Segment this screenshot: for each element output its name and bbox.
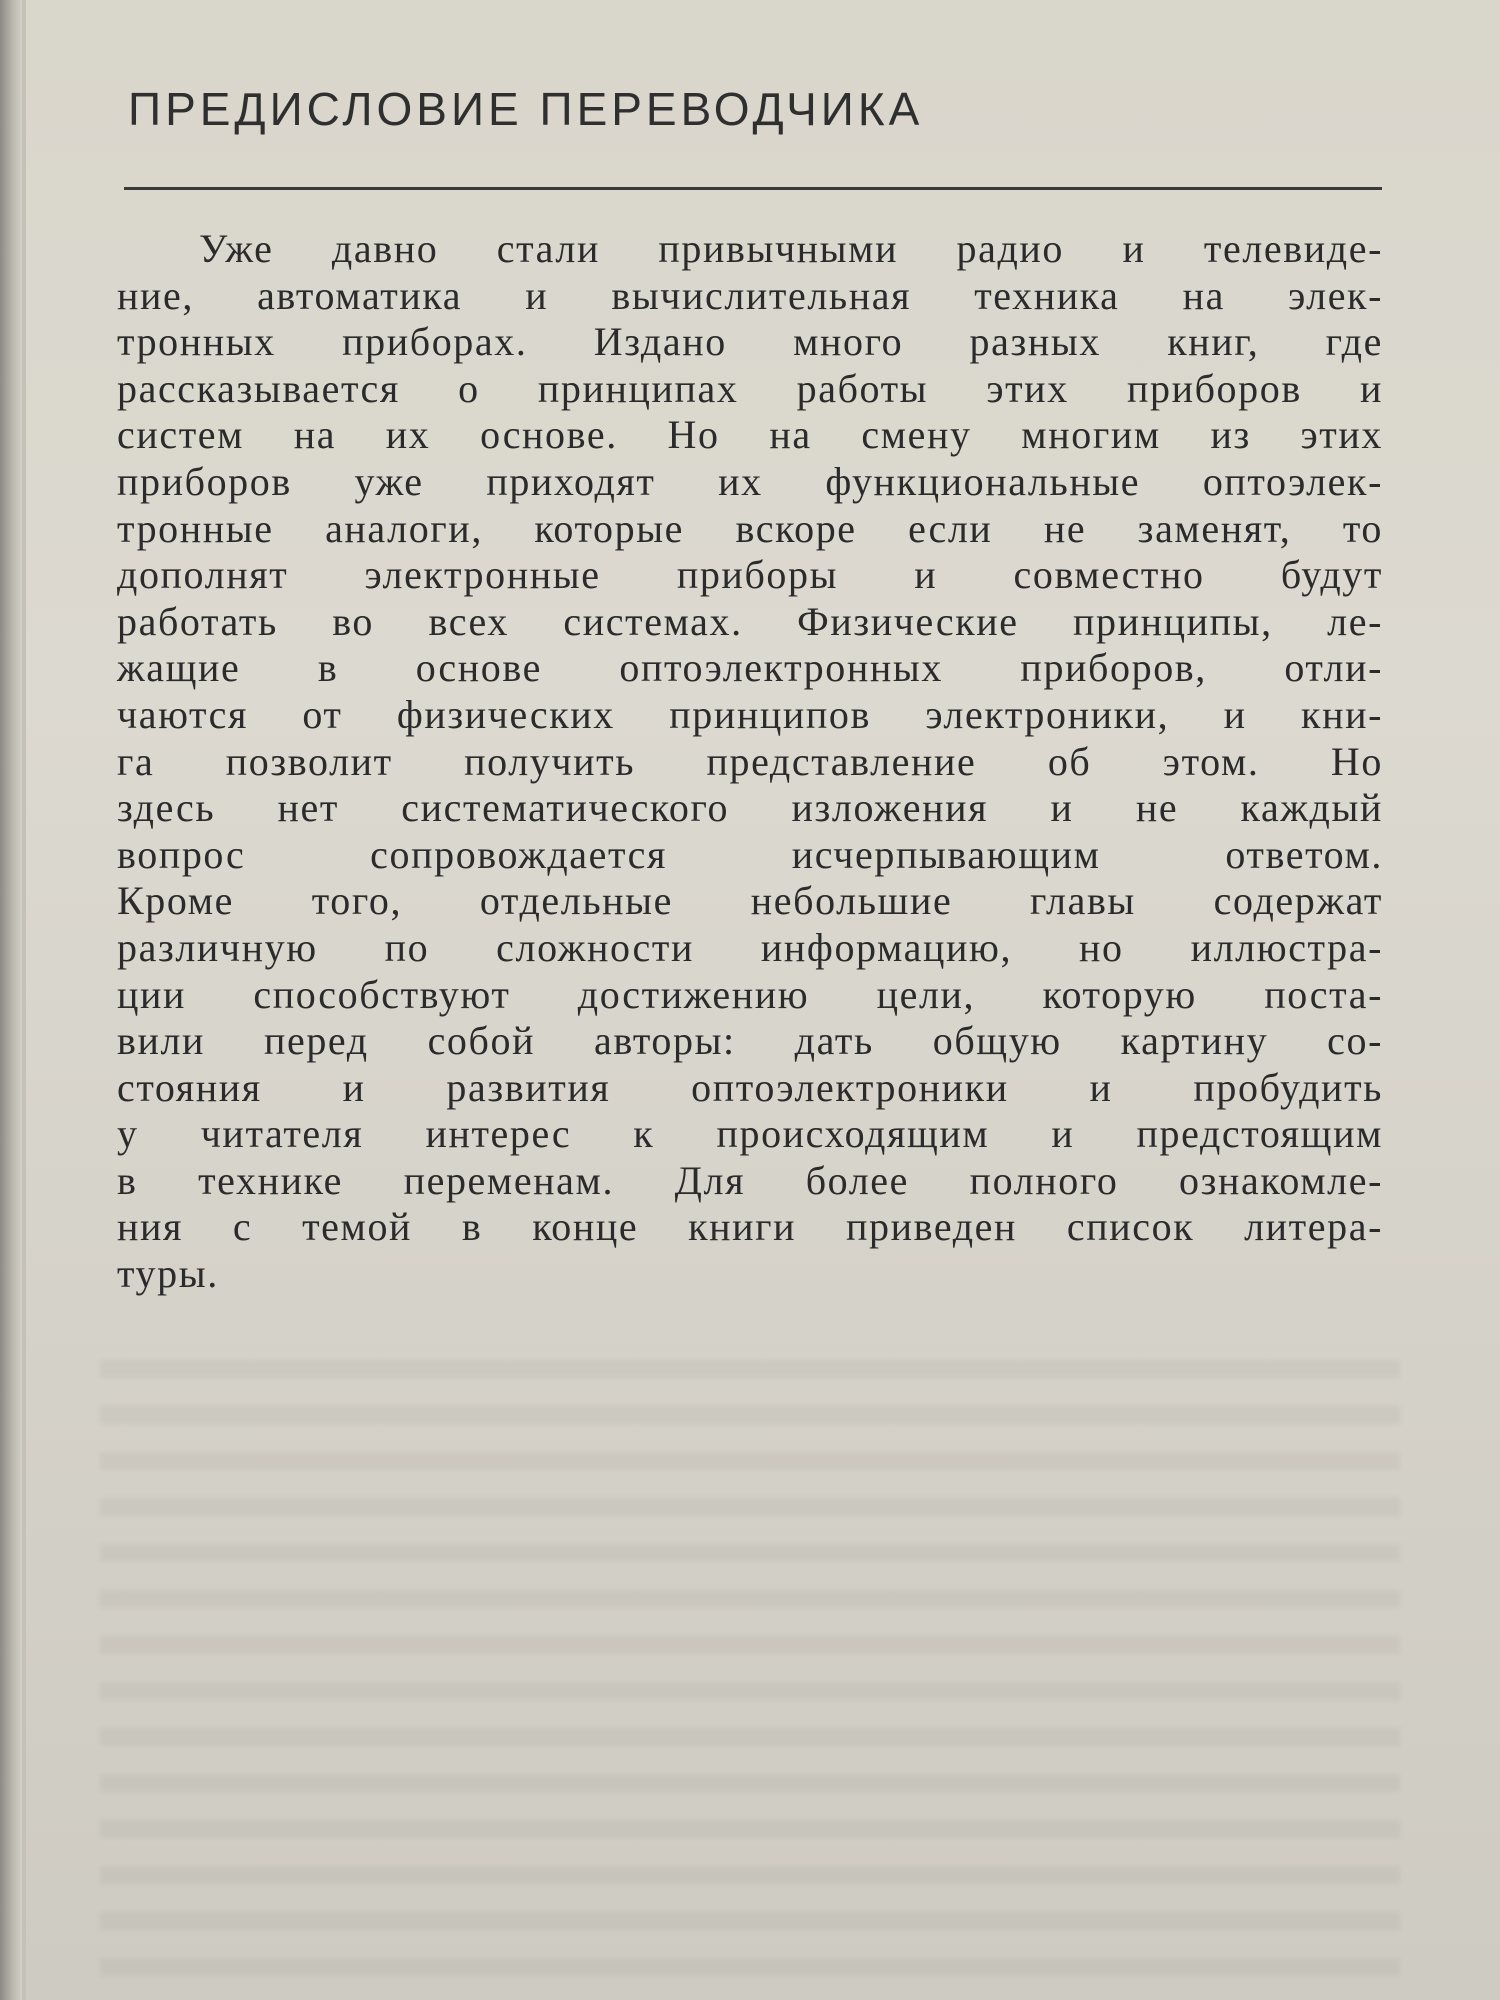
text-line: различную по сложности информацию, но иллюстра-	[117, 924, 1383, 970]
page-gutter-shadow	[0, 0, 22, 2000]
text-line: у читателя интерес к происходящим и предстоящим	[117, 1111, 1383, 1157]
text-line: работать во всех системах. Физические принципы, ле-	[117, 598, 1383, 644]
page-heading: ПРЕДИСЛОВИЕ ПЕРЕВОДЧИКА	[128, 83, 924, 135]
text-line: тронные аналоги, которые вскоре если не заменят, то	[117, 505, 1383, 551]
text-line: ние, автоматика и вычислительная техника на элек-	[117, 272, 1383, 318]
text-line: Кроме того, отдельные небольшие главы содержат	[117, 878, 1383, 924]
heading-rule	[124, 187, 1382, 190]
page-edge	[22, 0, 26, 2000]
text-line: Уже давно стали привычными радио и телевиде-	[199, 226, 1383, 271]
text-line: тронных приборах. Издано много разных книг, где	[117, 319, 1383, 365]
text-line: систем на их основе. Но на смену многим из этих	[117, 412, 1383, 458]
text-line: ции способствуют достижению цели, которую поста-	[117, 971, 1383, 1017]
text-line: вопрос сопровождается исчерпывающим ответом.	[117, 831, 1383, 877]
text-line: дополнят электронные приборы и совместно будут	[117, 552, 1383, 598]
text-line: ния с темой в конце книги приведен список литера-	[117, 1204, 1383, 1250]
reverse-side-bleed-through	[100, 1360, 1400, 1980]
text-line: чаются от физических принципов электроники, и кни-	[117, 691, 1383, 737]
text-line: га позволит получить представление об этом. Но	[117, 738, 1383, 784]
text-line: рассказывается о принципах работы этих приборов и	[117, 365, 1383, 411]
text-line: жащие в основе оптоэлектронных приборов, отли-	[117, 645, 1383, 691]
text-line: вили перед собой авторы: дать общую картину со-	[117, 1018, 1383, 1064]
text-line: стояния и развития оптоэлектроники и пробудить	[117, 1064, 1383, 1110]
text-line: туры.	[117, 1251, 219, 1297]
text-line: здесь нет систематического изложения и не каждый	[117, 785, 1383, 831]
text-line: приборов уже приходят их функциональные оптоэлек-	[117, 458, 1383, 504]
text-line: в технике переменам. Для более полного ознакомле-	[117, 1157, 1383, 1203]
preface-paragraph	[117, 226, 1383, 1298]
